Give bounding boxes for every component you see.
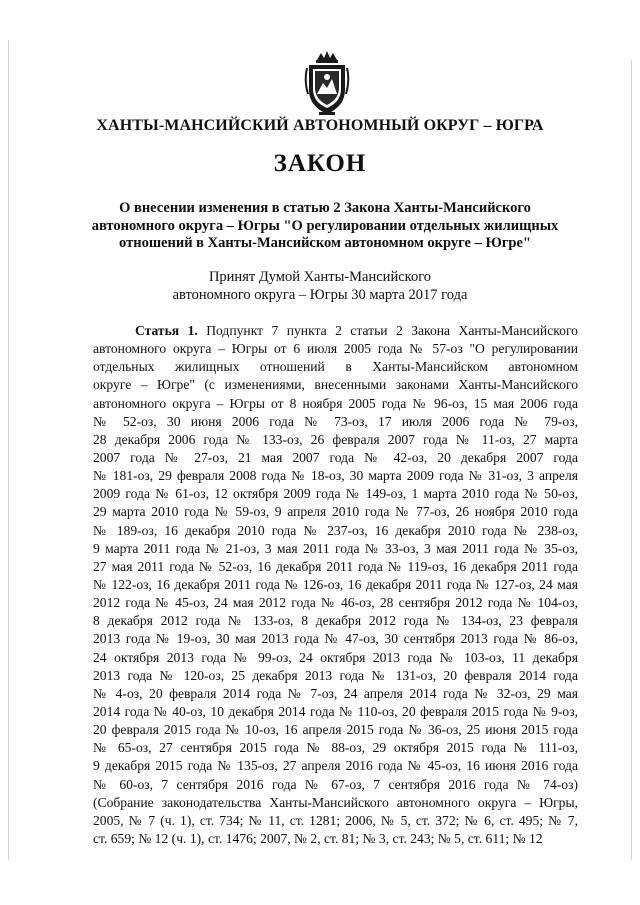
coat-of-arms-icon <box>303 50 351 116</box>
scan-edge-right <box>631 60 632 860</box>
article-line: автономного округа – Югры от 6 июля 2005 года № 57-оз "О регулировании <box>93 341 578 357</box>
article-line: 2012 года № 45-оз, 24 мая 2012 года № 46-оз, 28 сентября 2012 года № 104-оз, <box>93 595 578 611</box>
article-line-text: Подпункт 7 пункта 2 статьи 2 Закона Ханты-Мансийского <box>197 323 578 338</box>
article-line: № 65-оз, 27 сентября 2015 года № 88-оз, 29 октября 2015 года № 111-оз, <box>93 740 578 756</box>
article-line: автономного округа – Югры от 8 ноября 2005 года № 96-оз, 15 мая 2006 года <box>93 395 578 411</box>
article-line: № 52-оз, 30 июня 2006 года № 73-оз, 17 июля 2006 года № 79-оз, <box>93 413 578 429</box>
article-line: 29 марта 2010 года № 59-оз, 9 апреля 2010 года № 77-оз, 26 ноября 2010 года <box>93 504 578 520</box>
article-line: ст. 659; № 12 (ч. 1), ст. 1476; 2007, № 2, ст. 81; № 3, ст. 243; № 5, ст. 611; № 12 <box>93 830 543 846</box>
article-line: отдельных жилищных отношений в Ханты-Мансийском автономном <box>93 359 578 375</box>
article-line: 2005, № 7 (ч. 1), ст. 734; № 11, ст. 1281; 2006, № 5, ст. 372; № 6, ст. 495; № 7, <box>93 812 578 828</box>
document-type: ЗАКОН <box>273 150 367 177</box>
article-line: 2009 года № 61-оз, 12 октября 2009 года № 149-оз, 1 марта 2010 года № 50-оз, <box>93 486 578 502</box>
article-line: 2013 года № 120-оз, 25 декабря 2013 года № 131-оз, 20 февраля 2014 года <box>93 667 578 683</box>
article-line: № 4-оз, 20 февраля 2014 года № 7-оз, 24 апреля 2014 года № 32-оз, 29 мая <box>93 685 578 701</box>
article-line: 9 марта 2011 года № 21-оз, 3 мая 2011 года № 33-оз, 3 мая 2011 года № 35-оз, <box>93 540 578 556</box>
article-line: 2007 года № 27-оз, 21 мая 2007 года № 42-оз, 20 декабря 2007 года <box>93 449 578 465</box>
article-line: № 189-оз, 16 декабря 2010 года № 237-оз, 16 декабря 2010 года № 238-оз, <box>93 522 578 538</box>
law-title-line: отношений в Ханты-Мансийском автономном округе – Югре" <box>119 235 531 251</box>
article-line: № 181-оз, 29 февраля 2008 года № 18-оз, 30 марта 2009 года № 31-оз, 3 апреля <box>93 468 578 484</box>
article-1 <box>93 322 578 848</box>
article-line: 2013 года № 19-оз, 30 мая 2013 года № 47-оз, 30 сентября 2013 года № 86-оз, <box>93 631 578 647</box>
article-line: 20 февраля 2015 года № 10-оз, 16 апреля 2015 года № 36-оз, 25 июня 2015 года <box>93 722 578 738</box>
article-line: (Собрание законодательства Ханты-Мансийского автономного округа – Югры, <box>93 794 578 810</box>
article-line: 28 декабря 2006 года № 133-оз, 26 февраля 2007 года № 11-оз, 27 марта <box>93 431 578 447</box>
law-title-line: автономного округа – Югры "О регулировании отдельных жилищных <box>91 217 559 234</box>
article-body <box>93 340 578 848</box>
article-line: округе – Югре" (с изменениями, внесенными законами Ханты-Мансийского <box>93 377 578 393</box>
adoption-note-line: автономного округа – Югры 30 марта 2017 года <box>172 287 468 303</box>
article-line <box>93 322 578 340</box>
article-line: 9 декабря 2015 года № 135-оз, 27 апреля 2016 года № 45-оз, 16 июня 2016 года <box>93 758 578 774</box>
article-line: № 60-оз, 7 сентября 2016 года № 67-оз, 7 сентября 2016 года № 74-оз) <box>93 776 578 792</box>
article-line: 24 октября 2013 года № 99-оз, 24 октября 2013 года № 103-оз, 11 декабря <box>93 649 578 665</box>
article-line: 8 декабря 2012 года № 133-оз, 8 декабря 2012 года № 134-оз, 23 февраля <box>93 613 578 629</box>
article-line: 2014 года № 40-оз, 10 декабря 2014 года № 110-оз, 20 февраля 2015 года № 9-оз, <box>93 703 578 719</box>
article-line: № 122-оз, 16 декабря 2011 года № 126-оз, 16 декабря 2011 года № 127-оз, 24 мая <box>93 576 578 592</box>
article-line: 27 мая 2011 года № 52-оз, 16 декабря 2011 года № 119-оз, 16 декабря 2011 года <box>93 558 578 574</box>
law-title-line: О внесении изменения в статью 2 Закона Ханты-Мансийского <box>119 200 531 216</box>
region-name: ХАНТЫ-МАНСИЙСКИЙ АВТОНОМНЫЙ ОКРУГ – ЮГРА <box>96 117 544 134</box>
article-number: Статья 1. <box>135 323 198 338</box>
adoption-note-line: Принят Думой Ханты-Мансийского <box>208 269 432 285</box>
adoption-note <box>100 268 540 304</box>
law-title <box>40 200 610 253</box>
